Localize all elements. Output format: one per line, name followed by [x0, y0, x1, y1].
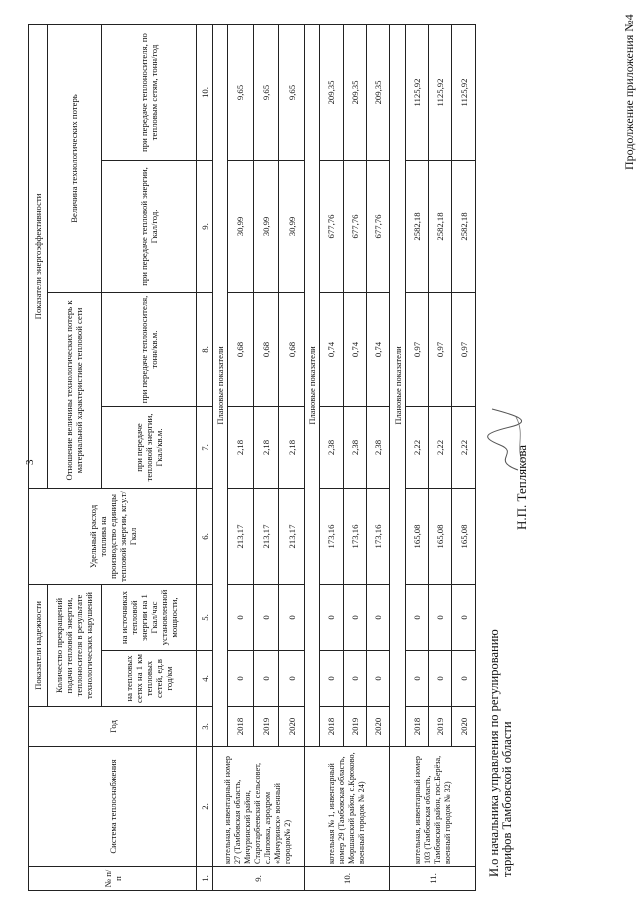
signatory-name: Н.П. Теплякова — [514, 444, 529, 530]
cell: 0 — [367, 651, 390, 707]
header-losses: Величина технологических потерь — [47, 24, 101, 292]
cell: 30,99 — [227, 160, 253, 292]
cell: 9,65 — [227, 24, 253, 160]
cell: 0,74 — [320, 292, 343, 406]
cell: 213,17 — [279, 488, 305, 584]
cell: 209,35 — [343, 24, 366, 160]
row-number: 9. — [212, 867, 304, 891]
header-ratio: Отношение величины технологических потерь к материальной характеристике тепловой сети — [47, 292, 101, 488]
cell-year: 2019 — [429, 707, 452, 747]
cell: 0,68 — [253, 292, 279, 406]
header-per-gcal: на источниках тепловой энергии на 1 Гкал/час установленной мощности, — [101, 584, 197, 650]
cell: 213,17 — [227, 488, 253, 584]
cell: 209,35 — [320, 24, 343, 160]
cell-year: 2019 — [343, 707, 366, 747]
cell: 9,65 — [279, 24, 305, 160]
cell: 2,38 — [367, 406, 390, 488]
cell: 1125,92 — [452, 24, 476, 160]
row-number: 10. — [305, 867, 390, 891]
cell: 1125,92 — [405, 24, 428, 160]
cell: 0 — [320, 651, 343, 707]
cell: 0 — [253, 584, 279, 650]
column-numbers-row — [197, 24, 212, 890]
header-specific-fuel: Удельный расход топлива на производство единицы тепловой энергии, кг.у.т/Гкал — [29, 488, 197, 584]
cell: 0,74 — [367, 292, 390, 406]
cell: 2,18 — [227, 406, 253, 488]
col-number: 1. — [197, 867, 212, 891]
col-number: 2. — [197, 747, 212, 867]
cell: 173,16 — [343, 488, 366, 584]
header-loss-heat: при передаче тепловой энергии, Гкал/год. — [101, 160, 197, 292]
col-number: 9. — [197, 160, 212, 292]
cell-year: 2019 — [253, 707, 279, 747]
cell-year: 2020 — [279, 707, 305, 747]
cell: 0 — [452, 584, 476, 650]
col-number: 5. — [197, 584, 212, 650]
cell: 0 — [227, 651, 253, 707]
appendix-label: Продолжение приложения №4 — [622, 14, 636, 170]
cell: 0 — [429, 651, 452, 707]
header-ratio-heat: при передаче тепловой энергии, Гкал/кв.м. — [101, 406, 197, 488]
cell: 0 — [343, 651, 366, 707]
cell: 0 — [279, 651, 305, 707]
cell: 2582,18 — [429, 160, 452, 292]
cell: 1125,92 — [429, 24, 452, 160]
col-number: 8. — [197, 292, 212, 406]
cell: 0,97 — [452, 292, 476, 406]
col-number: 3. — [197, 707, 212, 747]
header-no: № п/п — [29, 867, 197, 891]
cell: 173,16 — [367, 488, 390, 584]
header-year: Год — [29, 707, 197, 747]
section-label: Плановые показатели — [390, 24, 405, 746]
system-name: котельная, инвентарный номер 103 (Тамбовская область, Тамбовский район, пос.Берёза, военный городок № 32) — [390, 747, 476, 867]
cell: 2582,18 — [405, 160, 428, 292]
system-name: котельная № 1, инвентарный номер 29 (Тамбовская область, Моршанский район, с.Крюково, военный городок № 24) — [305, 747, 390, 867]
cell: 2582,18 — [452, 160, 476, 292]
cell: 0,97 — [429, 292, 452, 406]
section-label: Плановые показатели — [305, 24, 320, 746]
header-efficiency: Показатели энергоэффективности — [29, 24, 48, 488]
cell: 2,38 — [320, 406, 343, 488]
cell: 2,18 — [279, 406, 305, 488]
cell: 2,22 — [405, 406, 428, 488]
indicators-table — [28, 24, 476, 891]
cell: 0,97 — [405, 292, 428, 406]
col-number: 4. — [197, 651, 212, 707]
cell-year: 2018 — [227, 707, 253, 747]
col-number: 6. — [197, 488, 212, 584]
cell: 2,22 — [452, 406, 476, 488]
cell: 0 — [227, 584, 253, 650]
row-number: 11. — [390, 867, 476, 891]
cell: 30,99 — [253, 160, 279, 292]
cell: 677,76 — [367, 160, 390, 292]
cell-year: 2018 — [320, 707, 343, 747]
header-outages: Количество прекращений подачи тепловой энергии, теплоносителя в результате технологических нарушений — [47, 584, 101, 706]
cell: 0,74 — [343, 292, 366, 406]
cell: 677,76 — [343, 160, 366, 292]
cell: 0,68 — [279, 292, 305, 406]
col-number: 10. — [197, 24, 212, 160]
cell-year: 2020 — [367, 707, 390, 747]
cell: 165,08 — [405, 488, 428, 584]
cell: 2,22 — [429, 406, 452, 488]
cell: 9,65 — [253, 24, 279, 160]
header-system: Система теплоснабжения — [29, 747, 197, 867]
cell: 213,17 — [253, 488, 279, 584]
cell: 0 — [253, 651, 279, 707]
cell: 0 — [367, 584, 390, 650]
col-number: 7. — [197, 406, 212, 488]
cell: 0 — [320, 584, 343, 650]
system-name: котельная, инвентарный номер 27 (Тамбовская область, Мичуринский район, Старотарбеевский сельсовет, с.Липовка, аэродром «Мичуринск» военный городок№ 2) — [212, 747, 304, 867]
page-number: 3 — [24, 459, 36, 465]
header-reliability: Показатели надежности — [29, 584, 48, 706]
section-label: Плановые показатели — [212, 24, 227, 746]
header-per-km: на тепловых сетях на 1 км тепловых сетей, ед.в год/км — [101, 651, 197, 707]
signatory-position: И.о начальника управления по регулированию тарифов Тамбовской области — [487, 629, 514, 877]
cell-year: 2018 — [405, 707, 428, 747]
cell: 677,76 — [320, 160, 343, 292]
cell: 2,18 — [253, 406, 279, 488]
cell: 0 — [405, 584, 428, 650]
cell: 30,99 — [279, 160, 305, 292]
cell: 2,38 — [343, 406, 366, 488]
cell: 165,08 — [429, 488, 452, 584]
header-loss-carrier: при передаче теплоносителя, по тепловым сетям, тонн/год — [101, 24, 197, 160]
cell: 0 — [343, 584, 366, 650]
cell: 0 — [452, 651, 476, 707]
cell: 165,08 — [452, 488, 476, 584]
cell: 173,16 — [320, 488, 343, 584]
cell: 0 — [429, 584, 452, 650]
cell-year: 2020 — [452, 707, 476, 747]
header-ratio-carrier: при передаче теплоносителя, тонн/кв.м. — [101, 292, 197, 406]
cell: 0,68 — [227, 292, 253, 406]
cell: 0 — [405, 651, 428, 707]
cell: 209,35 — [367, 24, 390, 160]
cell: 0 — [279, 584, 305, 650]
